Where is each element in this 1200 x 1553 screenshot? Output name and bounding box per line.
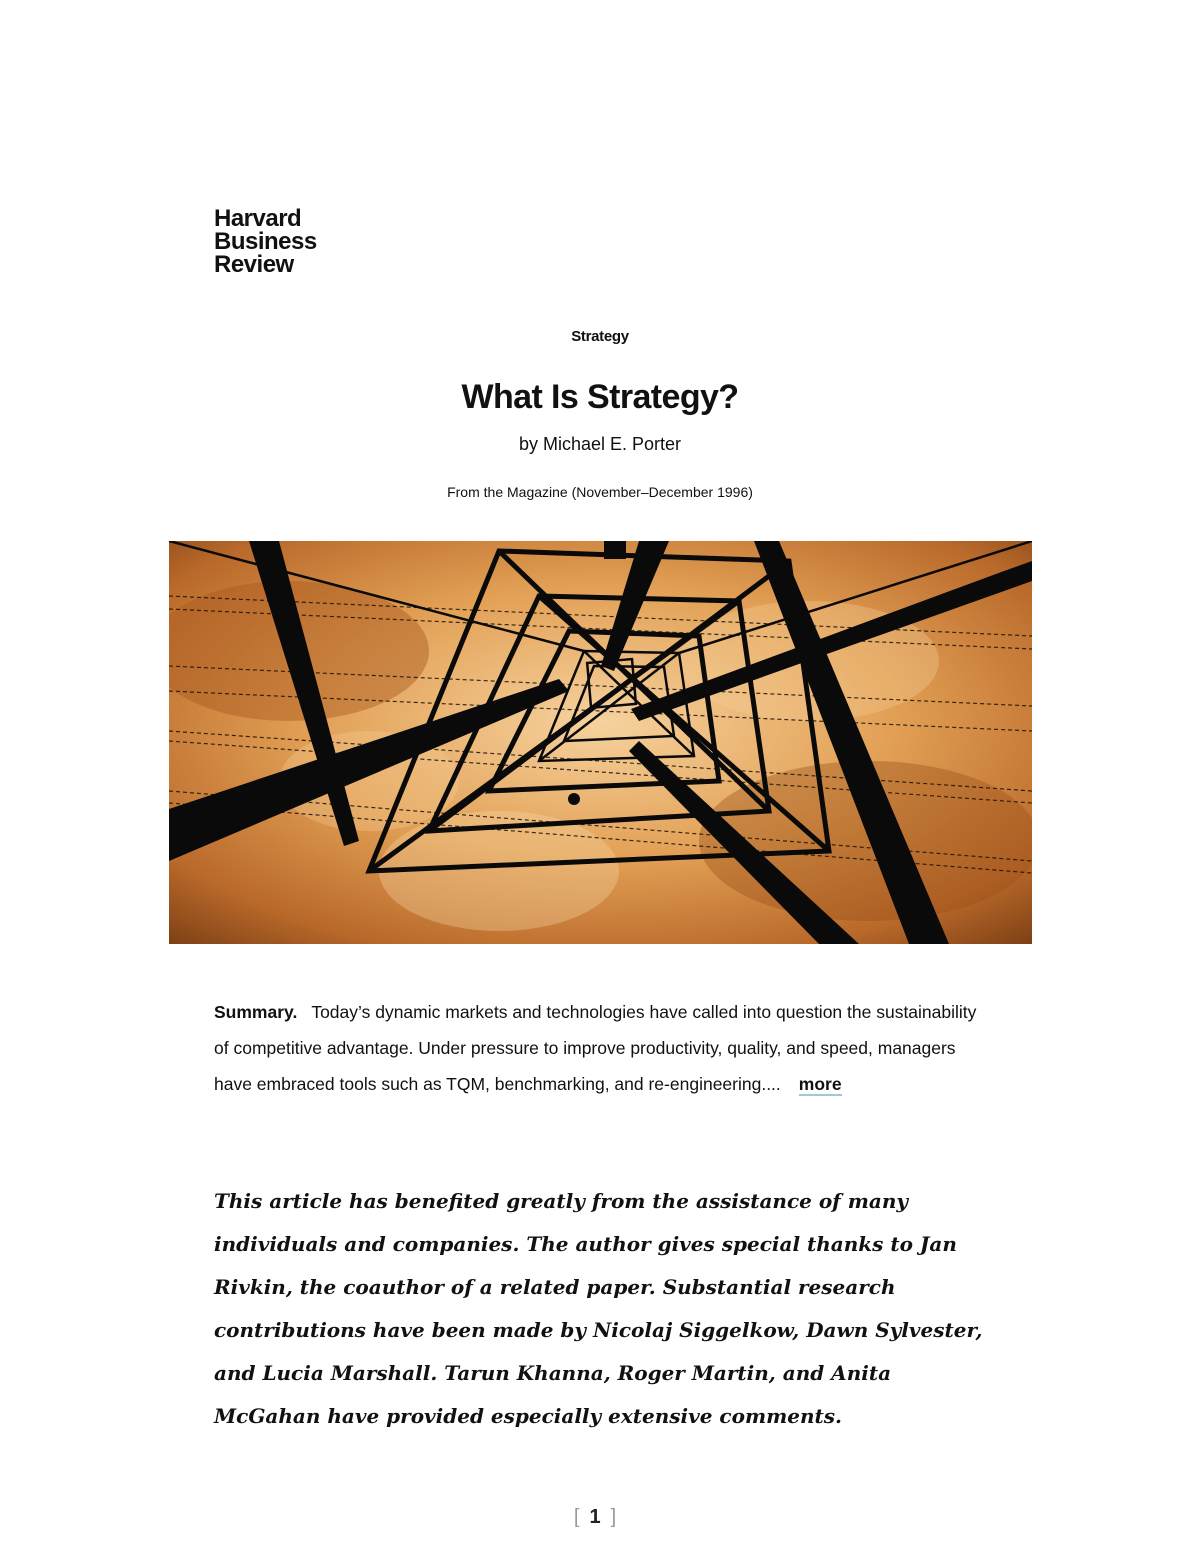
- article-title: What Is Strategy?: [461, 378, 739, 416]
- hbr-logo[interactable]: [214, 207, 317, 276]
- page-bracket-right: ]: [610, 1506, 627, 1528]
- page-number: [0, 1506, 1200, 1529]
- logo-line-2: Business: [214, 228, 317, 255]
- article-source: From the Magazine (November–December 1996): [447, 484, 753, 500]
- summary-block: [214, 994, 994, 1102]
- category-link[interactable]: Strategy: [571, 328, 629, 345]
- more-link[interactable]: more: [798, 1074, 842, 1094]
- acknowledgement-note: This article has benefited greatly from the assistance of many individuals and companies. The author gives special thanks to Jan Rivkin, the coauthor of a related paper. Substantial research contributions have been made by Nicolaj Siggelkow, Dawn Sylvester, and Lucia Marshall. Tarun Khanna, Roger Martin, and Anita McGahan have provided especially extensive comments.: [214, 1189, 983, 1428]
- summary-label: Summary.: [214, 1002, 298, 1022]
- logo-line-3: Review: [214, 251, 294, 278]
- page-number-value: 1: [589, 1506, 611, 1528]
- hero-image-transmission-tower: [169, 541, 1032, 944]
- logo-line-1: Harvard: [214, 205, 302, 232]
- page-bracket-left: [: [573, 1506, 590, 1528]
- article-byline: by Michael E. Porter: [518, 434, 682, 454]
- summary-text: Today’s dynamic markets and technologies have called into question the sustainability of competitive advantage. Under pressure to improve productivity, quality, and speed, managers have embraced tools such as TQM, benchmarking, and re-engineering....: [214, 1002, 977, 1094]
